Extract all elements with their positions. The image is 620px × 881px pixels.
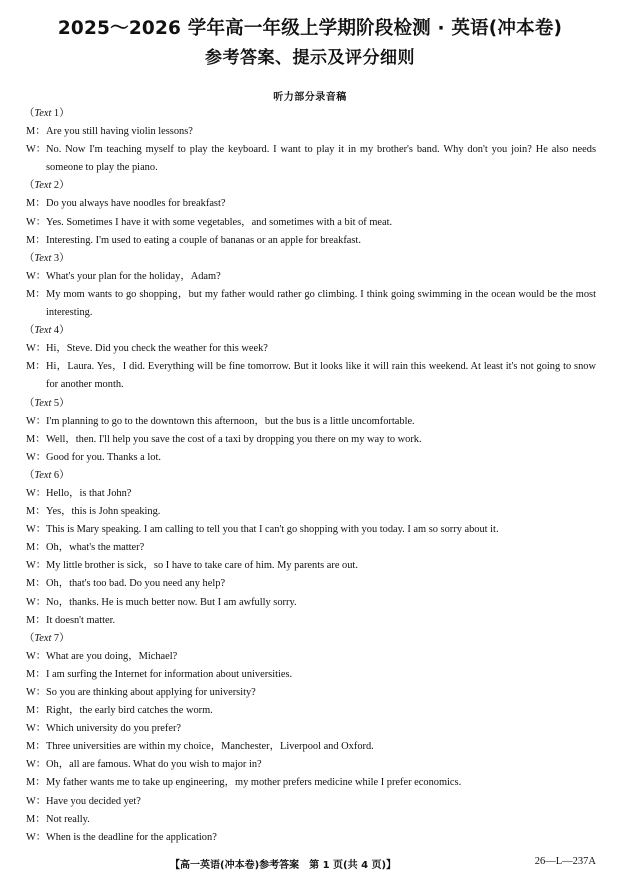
dialogue-text: Three universities are within my choice，Manchester，Liverpool and Oxford. bbox=[46, 741, 374, 753]
text-label: Text bbox=[34, 108, 52, 119]
paren-open: （ bbox=[24, 325, 35, 337]
text-label: Text bbox=[34, 180, 52, 192]
dialogue-line bbox=[22, 684, 596, 702]
speaker-label: M： bbox=[26, 777, 46, 789]
speaker-label: M： bbox=[26, 578, 46, 590]
text-number: 6） bbox=[51, 469, 70, 481]
dialogue-line bbox=[22, 286, 596, 322]
dialogue-line bbox=[22, 793, 596, 811]
speaker-label: M： bbox=[26, 813, 46, 825]
dialogue-line bbox=[22, 756, 596, 774]
speaker-label: M： bbox=[26, 198, 46, 210]
speaker-label: M： bbox=[26, 705, 46, 717]
speaker-label: M： bbox=[26, 614, 46, 626]
dialogue-text: What's your plan for the holiday，Adam? bbox=[46, 270, 221, 282]
dialogue-text: My little brother is sick，so I have to take care of him. My parents are out. bbox=[46, 560, 358, 572]
dialogue-text: I am surfing the Internet for information about universities. bbox=[46, 668, 293, 680]
dialogue-text: Interesting. I'm used to eating a couple of bananas or an apple for breakfast. bbox=[46, 234, 361, 246]
text-section-header bbox=[22, 630, 596, 648]
speaker-label: W： bbox=[26, 270, 47, 282]
dialogue-text: When is the deadline for the application? bbox=[46, 831, 217, 843]
dialogue-line bbox=[22, 648, 596, 666]
dialogue-line bbox=[22, 702, 596, 720]
dialogue-text: Do you always have noodles for breakfast? bbox=[46, 198, 226, 210]
speaker-label: W： bbox=[26, 831, 47, 843]
transcript-body bbox=[22, 105, 596, 847]
dialogue-text: No. Now I'm teaching myself to play the keyboard. I want to play it in my brother's band. Why don't you join? He also needs someone to play the piano. bbox=[46, 144, 596, 174]
dialogue-line bbox=[22, 829, 596, 847]
paren-open: （ bbox=[24, 469, 35, 481]
text-section-header bbox=[22, 250, 596, 268]
text-number: 2） bbox=[51, 180, 70, 192]
document-title: 2025～2026 学年高一年级上学期阶段检测 · 英语(冲本卷) bbox=[57, 18, 563, 39]
dialogue-text: Right，the early bird catches the worm. bbox=[46, 705, 213, 717]
dialogue-text: Have you decided yet? bbox=[46, 795, 141, 807]
dialogue-line bbox=[22, 720, 596, 738]
dialogue-text: Are you still having violin lessons? bbox=[46, 126, 193, 138]
paren-open: （ bbox=[24, 252, 35, 264]
dialogue-text: Oh，what's the matter? bbox=[46, 542, 145, 554]
speaker-label: M： bbox=[26, 542, 46, 554]
dialogue-text: Oh，that's too bad. Do you need any help? bbox=[46, 578, 226, 590]
speaker-label: W： bbox=[26, 524, 47, 536]
dialogue-text: Well，then. I'll help you save the cost of a taxi by dropping you there on my way to work. bbox=[46, 433, 422, 445]
dialogue-text: My mom wants to go shopping，but my father would rather go climbing. I think going swimming in the ocean would be the most interesting. bbox=[46, 288, 596, 319]
paren-open: （ bbox=[24, 632, 35, 644]
dialogue-text: It doesn't matter. bbox=[46, 614, 116, 626]
speaker-label: W： bbox=[26, 216, 47, 228]
dialogue-text: I'm planning to go to the downtown this afternoon，but the bus is a little uncomfortable. bbox=[46, 415, 415, 427]
dialogue-text: Oh，all are famous. What do you wish to major in? bbox=[46, 759, 262, 771]
speaker-label: W： bbox=[26, 451, 47, 463]
text-section-header bbox=[22, 322, 596, 340]
dialogue-text: Not really. bbox=[46, 813, 90, 825]
speaker-label: W： bbox=[26, 795, 47, 807]
dialogue-line bbox=[22, 503, 596, 521]
speaker-label: M： bbox=[26, 288, 46, 300]
speaker-label: M： bbox=[26, 741, 46, 753]
speaker-label: W： bbox=[26, 687, 47, 698]
dialogue-line bbox=[22, 449, 596, 467]
speaker-label: W： bbox=[26, 560, 47, 572]
speaker-label: W： bbox=[26, 759, 47, 771]
text-label: Text bbox=[34, 325, 52, 337]
text-number: 1） bbox=[51, 108, 70, 119]
dialogue-line bbox=[22, 539, 596, 557]
text-label: Text bbox=[34, 632, 52, 644]
dialogue-line bbox=[22, 738, 596, 756]
dialogue-text: Yes，this is John speaking. bbox=[46, 506, 161, 518]
dialogue-line bbox=[22, 557, 596, 575]
speaker-label: W： bbox=[26, 487, 47, 499]
dialogue-line bbox=[22, 431, 596, 449]
dialogue-text: What are you doing，Michael? bbox=[46, 650, 178, 662]
dialogue-line bbox=[22, 123, 596, 141]
speaker-label: W： bbox=[26, 144, 47, 156]
dialogue-text: This is Mary speaking. I am calling to tell you that I can't go shopping with you today. I am so sorry about it. bbox=[46, 524, 499, 536]
speaker-label: W： bbox=[26, 415, 47, 427]
section-title: 听力部分录音稿 bbox=[273, 92, 347, 103]
dialogue-line bbox=[22, 195, 596, 213]
dialogue-text: No，thanks. He is much better now. But I am awfully sorry. bbox=[46, 596, 297, 608]
text-section-header bbox=[22, 467, 596, 485]
dialogue-line bbox=[22, 358, 596, 394]
speaker-label: M： bbox=[26, 506, 46, 518]
dialogue-text: Which university do you prefer? bbox=[46, 723, 182, 735]
dialogue-line bbox=[22, 485, 596, 503]
dialogue-line bbox=[22, 612, 596, 630]
dialogue-line bbox=[22, 594, 596, 612]
dialogue-line bbox=[22, 268, 596, 286]
dialogue-line bbox=[22, 340, 596, 358]
text-section-header bbox=[22, 105, 596, 123]
dialogue-line bbox=[22, 232, 596, 250]
paren-open: （ bbox=[24, 180, 35, 192]
footer-page-info: 【高一英语(冲本卷)参考答案 第 1 页(共 4 页)】 bbox=[170, 860, 397, 871]
speaker-label: M： bbox=[26, 361, 46, 373]
dialogue-text: Hello，is that John? bbox=[46, 487, 132, 499]
dialogue-line bbox=[22, 214, 596, 232]
dialogue-line bbox=[22, 575, 596, 593]
dialogue-text: Hi，Laura. Yes，I did. Everything will be fine tomorrow. But it looks like it will rain this weekend. At least it's not going to snow for another month. bbox=[46, 361, 596, 391]
dialogue-text: Hi，Steve. Did you check the weather for this week? bbox=[46, 343, 268, 355]
dialogue-text: Good for you. Thanks a lot. bbox=[46, 451, 161, 463]
text-label: Text bbox=[34, 469, 52, 481]
dialogue-text: My father wants me to take up engineering，my mother prefers medicine while I prefer economics. bbox=[46, 777, 462, 789]
speaker-label: W： bbox=[26, 723, 47, 735]
speaker-label: M： bbox=[26, 126, 46, 138]
text-section-header bbox=[22, 395, 596, 413]
dialogue-line bbox=[22, 413, 596, 431]
dialogue-text: So you are thinking about applying for university? bbox=[46, 687, 256, 698]
footer-code: 26—L—237A bbox=[534, 856, 596, 867]
dialogue-text: Yes. Sometimes I have it with some vegetables，and sometimes with a bit of meat. bbox=[46, 216, 393, 228]
dialogue-line bbox=[22, 811, 596, 829]
text-number: 3） bbox=[51, 252, 70, 264]
dialogue-line bbox=[22, 141, 596, 177]
speaker-label: W： bbox=[26, 650, 47, 662]
dialogue-line bbox=[22, 666, 596, 684]
paren-open: （ bbox=[24, 397, 35, 409]
text-number: 4） bbox=[51, 325, 70, 337]
text-number: 5） bbox=[51, 397, 70, 409]
speaker-label: M： bbox=[26, 234, 46, 246]
text-section-header bbox=[22, 177, 596, 195]
paren-open: （ bbox=[24, 108, 35, 119]
document-subtitle: 参考答案、提示及评分细则 bbox=[205, 48, 415, 68]
speaker-label: W： bbox=[26, 343, 47, 355]
text-number: 7） bbox=[51, 632, 70, 644]
speaker-label: M： bbox=[26, 668, 46, 680]
dialogue-line bbox=[22, 774, 596, 792]
text-label: Text bbox=[34, 397, 52, 409]
speaker-label: M： bbox=[26, 433, 46, 445]
text-label: Text bbox=[34, 252, 52, 264]
dialogue-line bbox=[22, 521, 596, 539]
speaker-label: W： bbox=[26, 596, 47, 608]
